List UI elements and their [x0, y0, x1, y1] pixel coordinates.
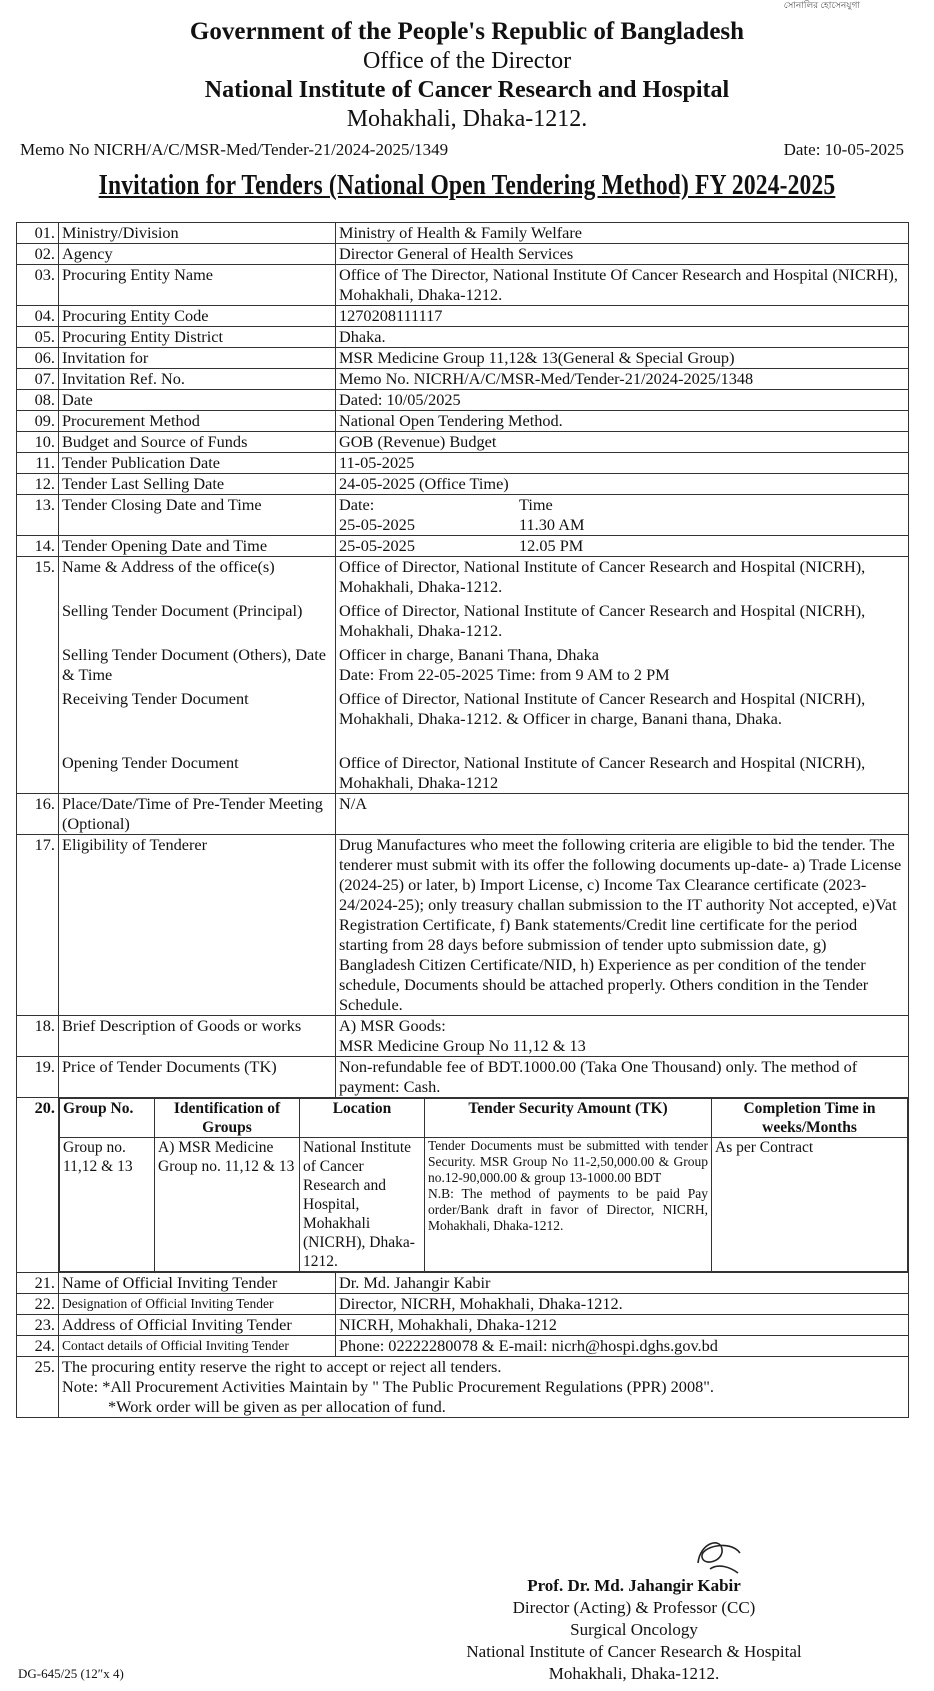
row-value	[59, 1357, 909, 1418]
signatory-title: Director (Acting) & Professor (CC)	[512, 1598, 756, 1617]
table-row	[17, 265, 909, 306]
signature-mark	[690, 1533, 750, 1579]
row-label: Tender Publication Date	[59, 453, 336, 474]
group-cell: A) MSR Medicine Group no. 11,12 & 13	[155, 1138, 300, 1272]
row-value: Memo No. NICRH/A/C/MSR-Med/Tender-21/2024-2025/1348	[336, 369, 909, 390]
goods-line: MSR Medicine Group No 11,12 & 13	[339, 1036, 586, 1055]
table-row	[17, 390, 909, 411]
row-number: 05.	[17, 327, 59, 348]
table-row	[17, 1273, 909, 1294]
memo-date: Date: 10-05-2025	[783, 140, 904, 159]
row-number: 17.	[17, 835, 59, 1016]
row-value: NICRH, Mohakhali, Dhaka-1212	[336, 1315, 909, 1336]
row-value: Drug Manufactures who meet the following criteria are eligible to bid the tender. The tenderer must submit with its offer the following documents up-date- a) Trade License (2024-25) or later, b) Import License, c) Income Tax Clearance certificate (2023-24/2024-25); only treasury challan submission to the IT authority Not accepted, e)Vat Registration Certificate, f) Bank statements/Credit line certificate for the period starting from 28 days before submission of tender upto submission date, g) Bangladesh Citizen Certificate/NID, h) Experience as per condition of the tender schedule, Documents should be attached properly. Others condition in the Tender Schedule.	[336, 835, 909, 1016]
row-label: Ministry/Division	[59, 223, 336, 244]
memo-number: Memo No NICRH/A/C/MSR-Med/Tender-21/2024-2025/1349	[20, 140, 449, 159]
group-cell: National Institute of Cancer Research and Hospital, Mohakhali (NICRH), Dhaka-1212.	[300, 1138, 425, 1272]
row-label: Address of Official Inviting Tender	[59, 1315, 336, 1336]
row-number: 11.	[17, 453, 59, 474]
row-value: National Open Tendering Method.	[336, 411, 909, 432]
ppr-note: Note: *All Procurement Activities Maintain by " The Public Procurement Regulations (PPR) 2008".	[62, 1377, 714, 1396]
table-row	[17, 1294, 909, 1315]
row-label: Tender Closing Date and Time	[59, 495, 336, 536]
table-row	[17, 453, 909, 474]
header-address: Mohakhali, Dhaka-1212.	[346, 106, 588, 132]
row-label: Invitation for	[59, 348, 336, 369]
document-title: Invitation for Tenders (National Open Tendering Method) FY 2024-2025	[98, 170, 836, 201]
row-number: 16.	[17, 794, 59, 835]
group-table-cell	[59, 1098, 909, 1273]
table-row	[17, 348, 909, 369]
row-number: 07.	[17, 369, 59, 390]
row-value: 11-05-2025	[336, 453, 909, 474]
row-number: 01.	[17, 223, 59, 244]
top-corner-text: সোনালির হোসেনযুগা	[783, 0, 860, 10]
office-label: Receiving Tender Document	[62, 689, 249, 708]
table-row	[17, 474, 909, 495]
row-number: 20.	[17, 1098, 59, 1273]
row-value: Non-refundable fee of BDT.1000.00 (Taka One Thousand) only. The method of payment: Cash.	[336, 1057, 909, 1098]
row-value: Office of The Director, National Institute Of Cancer Research and Hospital (NICRH), Mohakhali, Dhaka-1212.	[336, 265, 909, 306]
row-label: Date	[59, 390, 336, 411]
row-label	[59, 557, 336, 794]
row-label: Procuring Entity Name	[59, 265, 336, 306]
row-value: Director, NICRH, Mohakhali, Dhaka-1212.	[336, 1294, 909, 1315]
group-cell: As per Contract	[712, 1138, 908, 1272]
tender-table	[16, 222, 909, 1418]
row-value: Phone: 02222280078 & E-mail: nicrh@hospi.dghs.gov.bd	[336, 1336, 909, 1357]
row-value	[336, 1016, 909, 1057]
row-label: Brief Description of Goods or works	[59, 1016, 336, 1057]
group-cell: Group no. 11,12 & 13	[60, 1138, 155, 1272]
row-number: 14.	[17, 536, 59, 557]
row-value: Ministry of Health & Family Welfare	[336, 223, 909, 244]
closing-date: 25-05-2025	[339, 515, 415, 534]
table-row	[17, 432, 909, 453]
table-row	[17, 411, 909, 432]
table-row	[17, 244, 909, 265]
goods-line: A) MSR Goods:	[339, 1016, 446, 1035]
group-header: Group No.	[60, 1099, 155, 1138]
row-label: Budget and Source of Funds	[59, 432, 336, 453]
table-row	[17, 1315, 909, 1336]
group-header: Identification of Groups	[155, 1099, 300, 1138]
row-value	[336, 557, 909, 794]
group-header: Location	[300, 1099, 425, 1138]
row-label: Name of Official Inviting Tender	[59, 1273, 336, 1294]
row-value	[336, 495, 909, 536]
group-cell	[425, 1138, 712, 1272]
work-order-note: *Work order will be given as per allocation of fund.	[108, 1397, 446, 1416]
row-number: 06.	[17, 348, 59, 369]
office-value: Office of Director, National Institute of Cancer Research and Hospital (NICRH), Mohakhali, Dhaka-1212. & Officer in charge, Banani thana, Dhaka.	[339, 689, 866, 728]
footer-code: DG-645/25 (12″x 4)	[18, 1666, 124, 1681]
signatory-name: Prof. Dr. Md. Jahangir Kabir	[527, 1576, 741, 1595]
closing-time: 11.30 AM	[519, 515, 585, 534]
table-row	[17, 306, 909, 327]
row-number: 02.	[17, 244, 59, 265]
row-number: 23.	[17, 1315, 59, 1336]
office-value: Officer in charge, Banani Thana, Dhaka	[339, 645, 599, 664]
header-government: Government of the People's Republic of Bangladesh	[189, 18, 745, 45]
reserve-right-text: The procuring entity reserve the right to accept or reject all tenders.	[62, 1357, 502, 1376]
office-label: Selling Tender Document (Others), Date & Time	[62, 645, 326, 684]
row-label: Tender Last Selling Date	[59, 474, 336, 495]
row-value: Dhaka.	[336, 327, 909, 348]
table-row	[17, 369, 909, 390]
row-label: Place/Date/Time of Pre-Tender Meeting (Optional)	[59, 794, 336, 835]
signature-block	[444, 1575, 824, 1685]
office-value: Office of Director, National Institute of Cancer Research and Hospital (NICRH), Mohakhali, Dhaka-1212.	[339, 557, 866, 596]
group-table	[59, 1098, 908, 1272]
table-row	[17, 1016, 909, 1057]
row-label: Procuring Entity District	[59, 327, 336, 348]
opening-time: 12.05 PM	[519, 536, 584, 555]
table-row	[17, 223, 909, 244]
row-label: Procuring Entity Code	[59, 306, 336, 327]
row-number: 21.	[17, 1273, 59, 1294]
table-row	[17, 1057, 909, 1098]
payment-note: N.B: The method of payments to be paid Pay order/Bank draft in favor of Director, NICRH, Mohakhali, Dhaka-1212.	[428, 1186, 708, 1233]
group-data-row	[60, 1138, 908, 1272]
row-label: Eligibility of Tenderer	[59, 835, 336, 1016]
office-label: Name & Address of the office(s)	[62, 557, 275, 576]
row-number: 04.	[17, 306, 59, 327]
row-number: 03.	[17, 265, 59, 306]
row-value: MSR Medicine Group 11,12& 13(General & Special Group)	[336, 348, 909, 369]
row-number: 22.	[17, 1294, 59, 1315]
table-row-final	[17, 1357, 909, 1418]
row-number: 19.	[17, 1057, 59, 1098]
group-header-row	[60, 1099, 908, 1138]
table-row	[17, 794, 909, 835]
office-label: Selling Tender Document (Principal)	[62, 601, 303, 620]
group-header: Completion Time in weeks/Months	[712, 1099, 908, 1138]
table-row-opening	[17, 536, 909, 557]
row-number: 08.	[17, 390, 59, 411]
row-label: Agency	[59, 244, 336, 265]
table-row-groups	[17, 1098, 909, 1273]
row-number: 09.	[17, 411, 59, 432]
header-office: Office of the Director	[362, 48, 572, 74]
row-number: 10.	[17, 432, 59, 453]
office-label: Opening Tender Document	[62, 753, 239, 772]
row-label: Price of Tender Documents (TK)	[59, 1057, 336, 1098]
row-value: Director General of Health Services	[336, 244, 909, 265]
table-row	[17, 1336, 909, 1357]
row-label: Procurement Method	[59, 411, 336, 432]
row-value: 1270208111117	[336, 306, 909, 327]
table-row	[17, 327, 909, 348]
table-row	[17, 835, 909, 1016]
signatory-address: Mohakhali, Dhaka-1212.	[548, 1664, 720, 1683]
signatory-department: Surgical Oncology	[570, 1620, 698, 1639]
security-amount: Tender Documents must be submitted with tender Security. MSR Group No 11-2,50,000.00 & Group no.12-90,000.00 & group 13-1000.00 BDT	[428, 1138, 708, 1185]
office-value: Office of Director, National Institute of Cancer Research and Hospital (NICRH), Mohakhali, Dhaka-1212	[339, 753, 866, 792]
row-number: 18.	[17, 1016, 59, 1057]
row-label: Contact details of Official Inviting Tender	[59, 1336, 336, 1357]
table-row-offices	[17, 557, 909, 794]
row-value: Dr. Md. Jahangir Kabir	[336, 1273, 909, 1294]
office-value: Office of Director, National Institute of Cancer Research and Hospital (NICRH), Mohakhali, Dhaka-1212.	[339, 601, 866, 640]
row-value: 24-05-2025 (Office Time)	[336, 474, 909, 495]
row-number: 12.	[17, 474, 59, 495]
header-institute: National Institute of Cancer Research and Hospital	[204, 77, 730, 103]
group-header: Tender Security Amount (TK)	[425, 1099, 712, 1138]
row-label: Designation of Official Inviting Tender	[59, 1294, 336, 1315]
row-label: Invitation Ref. No.	[59, 369, 336, 390]
row-number: 15.	[17, 557, 59, 794]
row-value: N/A	[336, 794, 909, 835]
row-value: Dated: 10/05/2025	[336, 390, 909, 411]
date-header: Date:	[339, 495, 375, 514]
row-value: GOB (Revenue) Budget	[336, 432, 909, 453]
signatory-institute: National Institute of Cancer Research & Hospital	[466, 1642, 802, 1661]
row-value	[336, 536, 909, 557]
office-value: Date: From 22-05-2025 Time: from 9 AM to 2 PM	[339, 665, 670, 684]
row-number: 25.	[17, 1357, 59, 1418]
row-number: 24.	[17, 1336, 59, 1357]
row-label: Tender Opening Date and Time	[59, 536, 336, 557]
time-header: Time	[519, 495, 553, 514]
table-row-closing	[17, 495, 909, 536]
row-number: 13.	[17, 495, 59, 536]
opening-date: 25-05-2025	[339, 536, 415, 555]
